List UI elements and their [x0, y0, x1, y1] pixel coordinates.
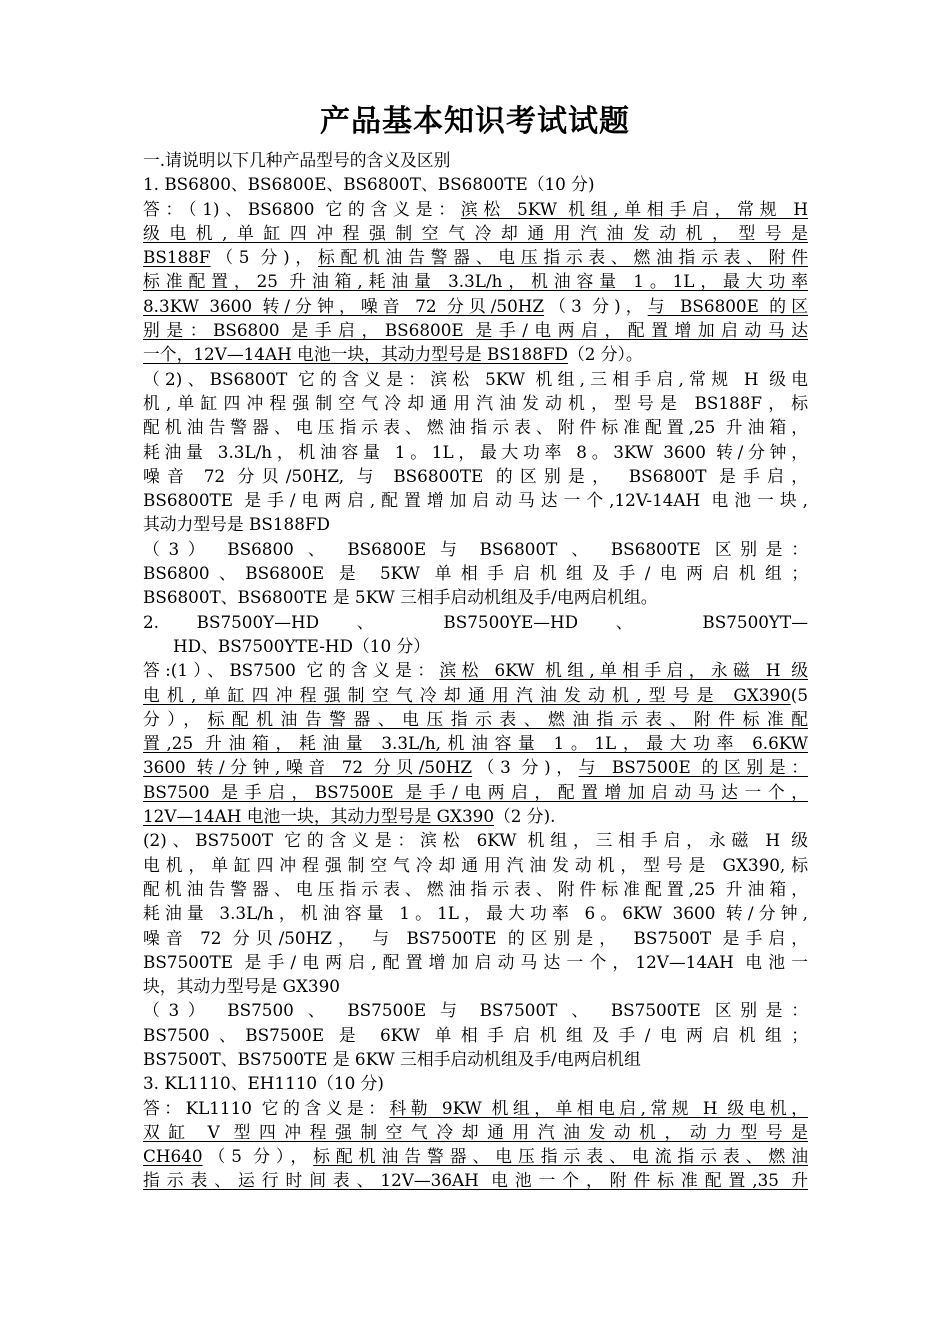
- text-line: [143, 1168, 808, 1192]
- text-line: [143, 221, 808, 245]
- underlined-answer-text: 12V—14AH 电池一块，其动力型号是 GX390: [143, 806, 495, 827]
- text-segment: 2. BS7500Y—HD 、 BS7500YE—HD 、 BS7500YT—: [143, 611, 808, 632]
- underlined-answer-text: 置,25 升油箱，耗油量 3.3L/h,机油容量 1。1L，最大功率 6.6KW: [143, 733, 808, 754]
- text-line: [143, 415, 808, 439]
- text-segment: 答：（1)、BS6800 它的含义是：: [143, 198, 461, 219]
- text-segment: （3） BS7500 、 BS7500E 与 BS7500T 、 BS7500TE 区别是：: [143, 1000, 808, 1021]
- text-line: [143, 464, 808, 488]
- text-segment: BS6800T、BS6800TE 是 5KW 三相手启动机组及手/电两启机组。: [143, 587, 658, 608]
- text-segment: 块，其动力型号是 GX390: [143, 976, 340, 997]
- page-title: 产品基本知识考试试题: [320, 104, 630, 139]
- text-segment: （3） BS6800 、 BS6800E 与 BS6800T 、 BS6800TE 区别是：: [143, 538, 808, 559]
- underlined-answer-text: 8.3KW 3600 转/分钟，噪音 72 分贝/50HZ: [143, 295, 545, 316]
- underlined-answer-text: 与 BS6800E 的区: [647, 295, 808, 316]
- text-segment: （5 分），: [202, 1146, 314, 1167]
- text-line: [143, 804, 808, 828]
- text-line: [143, 1023, 808, 1047]
- text-line: [143, 585, 808, 609]
- text-line: [143, 488, 808, 512]
- underlined-answer-text: 指示表、运行时间表、12V—36AH 电池一个，附件标准配置,35 升: [143, 1170, 808, 1191]
- text-segment: 其动力型号是 BS188FD: [143, 514, 330, 535]
- text-segment: 噪音 72 分贝/50HZ， 与 BS7500TE 的区别是， BS7500T 是手启，: [143, 927, 808, 948]
- text-line: [143, 197, 808, 221]
- underlined-answer-text: 滨松 6KW 机组,单相手启，永磁 H 级: [439, 660, 808, 681]
- text-segment: 耗油量 3.3L/h，机油容量 1。1L，最大功率 8。3KW 3600 转/分钟，: [143, 441, 808, 462]
- text-segment: （2 分）。: [567, 344, 643, 365]
- text-line: [143, 828, 808, 852]
- text-segment: 一.请说明以下几种产品型号的含义及区别: [143, 150, 451, 170]
- underlined-answer-text: 标配机油告警器、电压指示表、电流指示表、燃油: [313, 1146, 808, 1167]
- text-line: [143, 755, 808, 779]
- text-line: [143, 318, 808, 342]
- text-segment: (5: [790, 684, 808, 705]
- text-segment: （5 分)，: [210, 247, 318, 268]
- underlined-answer-text: BS188F: [143, 247, 211, 268]
- text-line: [143, 561, 808, 585]
- underlined-answer-text: 电机,单缸四冲程强制空气冷却通用汽油发动机,型号是 GX390: [143, 684, 791, 705]
- underlined-answer-text: 3600 转/分钟,噪音 72 分贝/50HZ: [143, 757, 473, 778]
- underlined-answer-text: 科勒 9KW 机组，单相电启,常规 H 级电机，: [389, 1097, 808, 1118]
- text-segment: 耗油量 3.3L/h，机油容量 1。1L，最大功率 6。6KW 3600 转/分钟,: [143, 903, 808, 924]
- underlined-answer-text: 别是：BS6800 是手启，BS6800E 是手/电两启，配置增加启动马达: [143, 320, 808, 341]
- text-line: [143, 245, 808, 269]
- text-segment: 机,单缸四冲程强制空气冷却通用汽油发动机，型号是 BS188F，标: [143, 392, 808, 413]
- text-segment: （3 分)，: [544, 295, 648, 316]
- text-segment: 答：KL1110 它的含义是：: [143, 1097, 390, 1118]
- text-line: [143, 342, 808, 366]
- text-line: [143, 877, 808, 901]
- text-line: [143, 998, 808, 1022]
- underlined-answer-text: BS7500 是手启，BS7500E 是手/电两启，配置增加启动马达一个，: [143, 781, 808, 802]
- text-line: [143, 148, 808, 172]
- underlined-answer-text: 标配机油告警器、电压指示表、燃油指示表、附件: [317, 247, 808, 268]
- text-segment: （2)、BS6800T 它的含义是：滨松 5KW 机组,三相手启,常规 H 级电: [143, 368, 808, 389]
- underlined-answer-text: 与 BS7500E 的区别是：: [578, 757, 808, 778]
- text-segment: 答:(1）、BS7500 它的含义是：: [143, 660, 440, 681]
- text-segment: 电机，单缸四冲程强制空气冷却通用汽油发动机，型号是 GX390,标: [143, 854, 808, 875]
- text-segment: 配机油告警器、电压指示表、燃油指示表、附件标准配置,25 升油箱，: [143, 417, 808, 438]
- text-line: [143, 707, 808, 731]
- text-segment: BS6800TE 是手/电两启,配置增加启动马达一个,12V-14AH 电池一块,: [143, 490, 808, 511]
- text-line: [143, 512, 808, 536]
- text-line: [143, 901, 808, 925]
- text-segment: （3 分)，: [472, 757, 579, 778]
- underlined-answer-text: CH640: [143, 1146, 203, 1167]
- text-line: [143, 1144, 808, 1168]
- text-line: [143, 1096, 808, 1120]
- text-segment: 分），: [143, 708, 208, 729]
- text-line: [143, 610, 808, 634]
- text-line: [143, 440, 808, 464]
- underlined-answer-text: 级电机,单缸四冲程强制空气冷却通用汽油发动机，型号是: [143, 222, 808, 243]
- text-segment: (2)、BS7500T 它的含义是：滨松 6KW 机组，三相手启，永磁 H 级: [143, 830, 808, 851]
- text-line: [143, 658, 808, 682]
- text-line: [143, 172, 808, 196]
- text-line: [143, 391, 808, 415]
- text-segment: BS7500TE 是手/电两启,配置增加启动马达一个，12V—14AH 电池一: [143, 951, 808, 972]
- text-segment: BS7500、BS7500E 是 6KW 单相手启机组及手/电两启机组；: [143, 1024, 808, 1045]
- text-line: [143, 926, 808, 950]
- text-segment: HD、BS7500YTE-HD（10 分）: [173, 635, 431, 656]
- text-segment: 1. BS6800、BS6800E、BS6800T、BS6800TE（10 分): [143, 174, 595, 195]
- text-line: [143, 1071, 808, 1095]
- text-segment: BS6800、BS6800E 是 5KW 单相手启机组及手/电两启机组；: [143, 563, 808, 584]
- underlined-answer-text: 滨松 5KW 机组,单相手启，常规 H: [460, 198, 808, 219]
- document-body: [143, 148, 808, 1193]
- text-line: [143, 269, 808, 293]
- text-line: [143, 294, 808, 318]
- text-line: [143, 367, 808, 391]
- text-line: [143, 731, 808, 755]
- text-line: [143, 780, 808, 804]
- text-segment: 3. KL1110、EH1110（10 分): [143, 1073, 384, 1094]
- text-line: [143, 950, 808, 974]
- underlined-answer-text: 标配机油告警器、电压指示表、燃油指示表、附件标准配: [207, 708, 808, 729]
- text-line: [143, 537, 808, 561]
- underlined-answer-text: 标准配置，25 升油箱,耗油量 3.3L/h，机油容量 1。1L，最大功率: [143, 271, 808, 292]
- underlined-answer-text: 一个，12V—14AH 电池一块，其动力型号是 BS188FD: [143, 344, 568, 365]
- text-line: [143, 853, 808, 877]
- text-line: [143, 683, 808, 707]
- text-segment: （2 分).: [494, 806, 556, 827]
- text-line: [143, 1120, 808, 1144]
- text-line: [143, 1047, 808, 1071]
- text-segment: 噪音 72 分贝/50HZ, 与 BS6800TE 的区别是， BS6800T 是手启，: [143, 465, 808, 486]
- text-segment: BS7500T、BS7500TE 是 6KW 三相手启动机组及手/电两启机组: [143, 1048, 641, 1069]
- text-line: [143, 634, 808, 658]
- underlined-answer-text: 双缸 V 型四冲程强制空气冷却通用汽油发动机，动力型号是: [143, 1121, 808, 1142]
- text-segment: 配机油告警器、电压指示表、燃油指示表、附件标准配置,25 升油箱，: [143, 878, 808, 899]
- text-line: [143, 974, 808, 998]
